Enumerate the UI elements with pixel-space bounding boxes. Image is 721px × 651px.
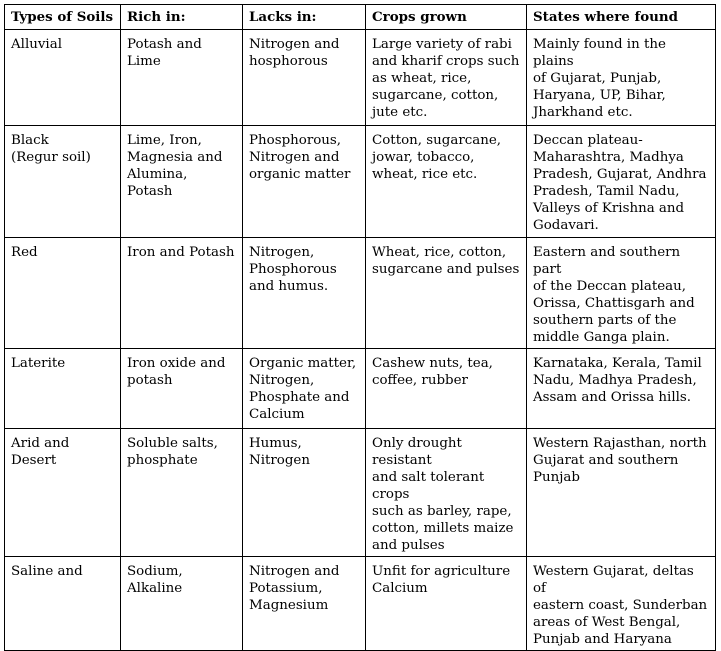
cell-text-line: Cashew nuts, tea, — [372, 356, 493, 371]
cell-text-line: eastern coast, Sunderban — [533, 598, 708, 613]
cell-text-line: Pradesh, Gujarat, Andhra — [533, 167, 707, 182]
rich-in-cell — [121, 557, 243, 651]
lacks-in-cell — [243, 30, 366, 126]
cell-text-line: Wheat, rice, cotton, — [372, 245, 507, 260]
lacks-in-cell — [243, 238, 366, 349]
header-crops-grown: Crops grown — [366, 5, 527, 30]
states-cell — [527, 126, 716, 238]
cell-text-line: Nitrogen and — [249, 564, 340, 579]
cell-text-line: Nitrogen, — [249, 245, 315, 260]
cell-text-line: Calcium — [249, 407, 305, 422]
crops-grown-cell — [366, 429, 527, 557]
cell-text-line: Valleys of Krishna and — [533, 201, 685, 216]
cell-text-line: Western Gujarat, deltas of — [533, 564, 694, 596]
cell-text-line: jowar, tobacco, — [372, 150, 475, 165]
table-row — [5, 30, 716, 126]
cell-text-line: Arid and Desert — [11, 436, 70, 468]
header-lacks-in: Lacks in: — [243, 5, 366, 30]
soil-type-cell — [5, 557, 121, 651]
cell-text-line: Unfit for agriculture — [372, 564, 511, 579]
cell-text-line: Mainly found in the plains — [533, 37, 666, 69]
cell-text-line: areas of West Bengal, — [533, 615, 681, 630]
states-cell — [527, 429, 716, 557]
cell-text-line: middle Ganga plain. — [533, 330, 670, 345]
cell-text-line: Alkaline — [127, 581, 183, 596]
cell-text-line: Jharkhand etc. — [533, 105, 633, 120]
crops-grown-cell — [366, 30, 527, 126]
cell-text-line: Alumina, Potash — [127, 167, 188, 199]
header-row — [5, 5, 716, 30]
cell-text-line: southern parts of the — [533, 313, 677, 328]
cell-text-line: Pradesh, Tamil Nadu, — [533, 184, 680, 199]
cell-text-line: Magnesium — [249, 598, 329, 613]
cell-text-line: Godavari. — [533, 218, 599, 233]
table-row — [5, 238, 716, 349]
cell-text-line: Red — [11, 245, 38, 260]
cell-text-line: Assam and Orissa hills. — [533, 390, 692, 405]
cell-text-line: coffee, rubber — [372, 373, 468, 388]
soil-type-cell — [5, 238, 121, 349]
cell-text-line: Eastern and southern part — [533, 245, 681, 277]
cell-text-line: Western Rajasthan, north — [533, 436, 707, 451]
cell-text-line: phosphate — [127, 453, 198, 468]
cell-text-line: sugarcane, cotton, — [372, 88, 499, 103]
cell-text-line: Iron oxide and — [127, 356, 226, 371]
cell-text-line: such as barley, rape, — [372, 504, 512, 519]
rich-in-cell — [121, 30, 243, 126]
header-types-of-soils: Types of Soils — [5, 5, 121, 30]
states-cell — [527, 349, 716, 429]
cell-text-line: Nitrogen and — [249, 37, 340, 52]
cell-text-line: and kharif crops such — [372, 54, 520, 69]
cell-text-line: Punjab — [533, 470, 580, 485]
cell-text-line: Deccan plateau- — [533, 133, 643, 148]
table-row — [5, 429, 716, 557]
lacks-in-cell — [243, 557, 366, 651]
cell-text-line: Punjab and Haryana — [533, 632, 672, 647]
cell-text-line: Calcium — [372, 581, 428, 596]
cell-text-line: potash — [127, 373, 173, 388]
cell-text-line: Gujarat and southern — [533, 453, 679, 468]
cell-text-line: Nitrogen and — [249, 150, 340, 165]
soil-type-cell — [5, 349, 121, 429]
cell-text-line: Organic matter, — [249, 356, 357, 371]
header-rich-in: Rich in: — [121, 5, 243, 30]
cell-text-line: Cotton, sugarcane, — [372, 133, 502, 148]
cell-text-line: organic matter — [249, 167, 351, 182]
cell-text-line: Laterite — [11, 356, 66, 371]
cell-text-line: Potassium, — [249, 581, 323, 596]
cell-text-line: Haryana, UP, Bihar, — [533, 88, 666, 103]
cell-text-line: cotton, millets maize — [372, 521, 514, 536]
states-cell — [527, 557, 716, 651]
cell-text-line: Nadu, Madhya Pradesh, — [533, 373, 697, 388]
cell-text-line: Phosphorous, — [249, 133, 342, 148]
cell-text-line: Karnataka, Kerala, Tamil — [533, 356, 702, 371]
rich-in-cell — [121, 238, 243, 349]
table-row — [5, 349, 716, 429]
crops-grown-cell — [366, 238, 527, 349]
cell-text-line: Lime, Iron, — [127, 133, 202, 148]
cell-text-line: Phosphate and — [249, 390, 350, 405]
cell-text-line: Black — [11, 133, 49, 148]
soil-type-cell — [5, 429, 121, 557]
cell-text-line: Magnesia and — [127, 150, 223, 165]
cell-text-line: of the Deccan plateau, — [533, 279, 686, 294]
cell-text-line: wheat, rice etc. — [372, 167, 478, 182]
table-row — [5, 557, 716, 651]
cell-text-line: Nitrogen, — [249, 373, 315, 388]
cell-text-line: (Regur soil) — [11, 150, 91, 165]
cell-text-line: and salt tolerant crops — [372, 470, 485, 502]
cell-text-line: Potash and Lime — [127, 37, 202, 69]
cell-text-line: Humus, Nitrogen — [249, 436, 310, 468]
cell-text-line: Only drought resistant — [372, 436, 462, 468]
cell-text-line: Phosphorous — [249, 262, 337, 277]
crops-grown-cell — [366, 557, 527, 651]
cell-text-line: Iron and Potash — [127, 245, 235, 260]
states-cell — [527, 238, 716, 349]
cell-text-line: Alluvial — [11, 37, 62, 52]
cell-text-line: Maharashtra, Madhya — [533, 150, 684, 165]
header-states-where-found: States where found — [527, 5, 716, 30]
lacks-in-cell — [243, 349, 366, 429]
crops-grown-cell — [366, 349, 527, 429]
cell-text-line: sugarcane and pulses — [372, 262, 520, 277]
soil-type-cell — [5, 30, 121, 126]
cell-text-line: hosphorous — [249, 54, 328, 69]
rich-in-cell — [121, 429, 243, 557]
cell-text-line: jute etc. — [372, 105, 428, 120]
lacks-in-cell — [243, 126, 366, 238]
cell-text-line: Orissa, Chattisgarh and — [533, 296, 695, 311]
crops-grown-cell — [366, 126, 527, 238]
cell-text-line: of Gujarat, Punjab, — [533, 71, 662, 86]
cell-text-line: Saline and — [11, 564, 83, 579]
states-cell — [527, 30, 716, 126]
cell-text-line: Soluble salts, — [127, 436, 218, 451]
cell-text-line: and pulses — [372, 538, 445, 553]
cell-text-line: Large variety of rabi — [372, 37, 512, 52]
cell-text-line: as wheat, rice, — [372, 71, 472, 86]
cell-text-line: and humus. — [249, 279, 329, 294]
soil-types-table — [4, 4, 716, 651]
table-row — [5, 126, 716, 238]
lacks-in-cell — [243, 429, 366, 557]
cell-text-line: Sodium, — [127, 564, 183, 579]
rich-in-cell — [121, 349, 243, 429]
rich-in-cell — [121, 126, 243, 238]
soil-type-cell — [5, 126, 121, 238]
